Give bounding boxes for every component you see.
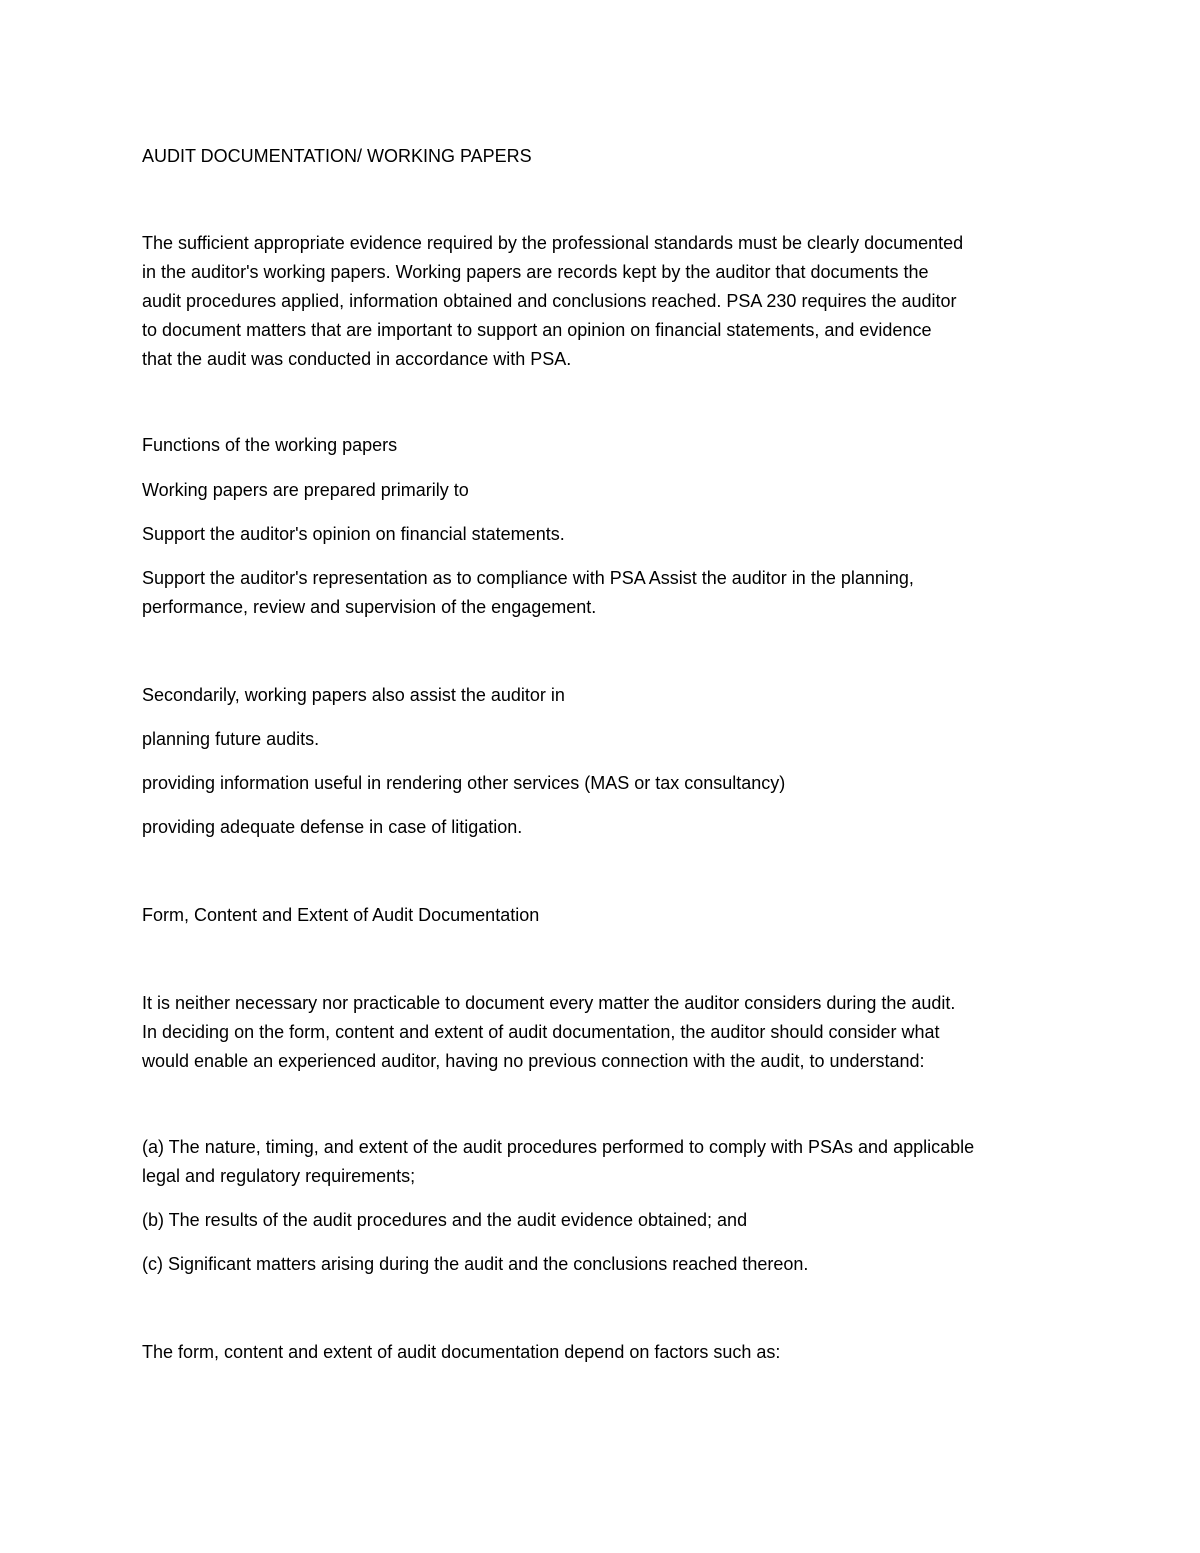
secondary-item: providing information useful in rendering other services (MAS or tax consultancy): [142, 773, 786, 793]
functions-item: Support the auditor's opinion on financial statements.: [142, 524, 565, 544]
form-heading: Form, Content and Extent of Audit Documentation: [142, 905, 540, 925]
secondary-item: providing adequate defense in case of litigation.: [142, 817, 523, 837]
functions-item-paragraph: [142, 564, 1062, 622]
form-intro-line: In deciding on the form, content and extent of audit documentation, the auditor should consider what: [142, 1022, 940, 1042]
document-title: AUDIT DOCUMENTATION/ WORKING PAPERS: [142, 146, 532, 166]
intro-line: in the auditor's working papers. Working papers are records kept by the auditor that documents the: [142, 262, 929, 282]
item-c: (c) Significant matters arising during the audit and the conclusions reached thereon.: [142, 1254, 809, 1274]
item-a-paragraph: [142, 1133, 1062, 1191]
form-intro-paragraph: [142, 989, 1062, 1076]
item-a-line: legal and regulatory requirements;: [142, 1166, 416, 1186]
intro-line: that the audit was conducted in accordance with PSA.: [142, 349, 572, 369]
item-a-line: (a) The nature, timing, and extent of the audit procedures performed to comply with PSAs and applicable: [142, 1137, 975, 1157]
functions-lead: Working papers are prepared primarily to: [142, 480, 469, 500]
secondary-lead: Secondarily, working papers also assist the auditor in: [142, 685, 565, 705]
functions-heading: Functions of the working papers: [142, 435, 398, 455]
functions-item-line: performance, review and supervision of the engagement.: [142, 597, 597, 617]
intro-paragraph: [142, 229, 1062, 374]
form-intro-line: would enable an experienced auditor, having no previous connection with the audit, to understand:: [142, 1051, 925, 1071]
intro-line: audit procedures applied, information obtained and conclusions reached. PSA 230 requires the auditor: [142, 291, 957, 311]
item-b: (b) The results of the audit procedures and the audit evidence obtained; and: [142, 1210, 748, 1230]
form-intro-line: It is neither necessary nor practicable to document every matter the auditor considers during the audit.: [142, 993, 956, 1013]
functions-item-line: Support the auditor's representation as to compliance with PSA Assist the auditor in the planning,: [142, 568, 914, 588]
factors-lead: The form, content and extent of audit documentation depend on factors such as:: [142, 1342, 781, 1362]
intro-line: The sufficient appropriate evidence required by the professional standards must be clearly documented: [142, 233, 964, 253]
secondary-item: planning future audits.: [142, 729, 320, 749]
intro-line: to document matters that are important to support an opinion on financial statements, and evidence: [142, 320, 932, 340]
